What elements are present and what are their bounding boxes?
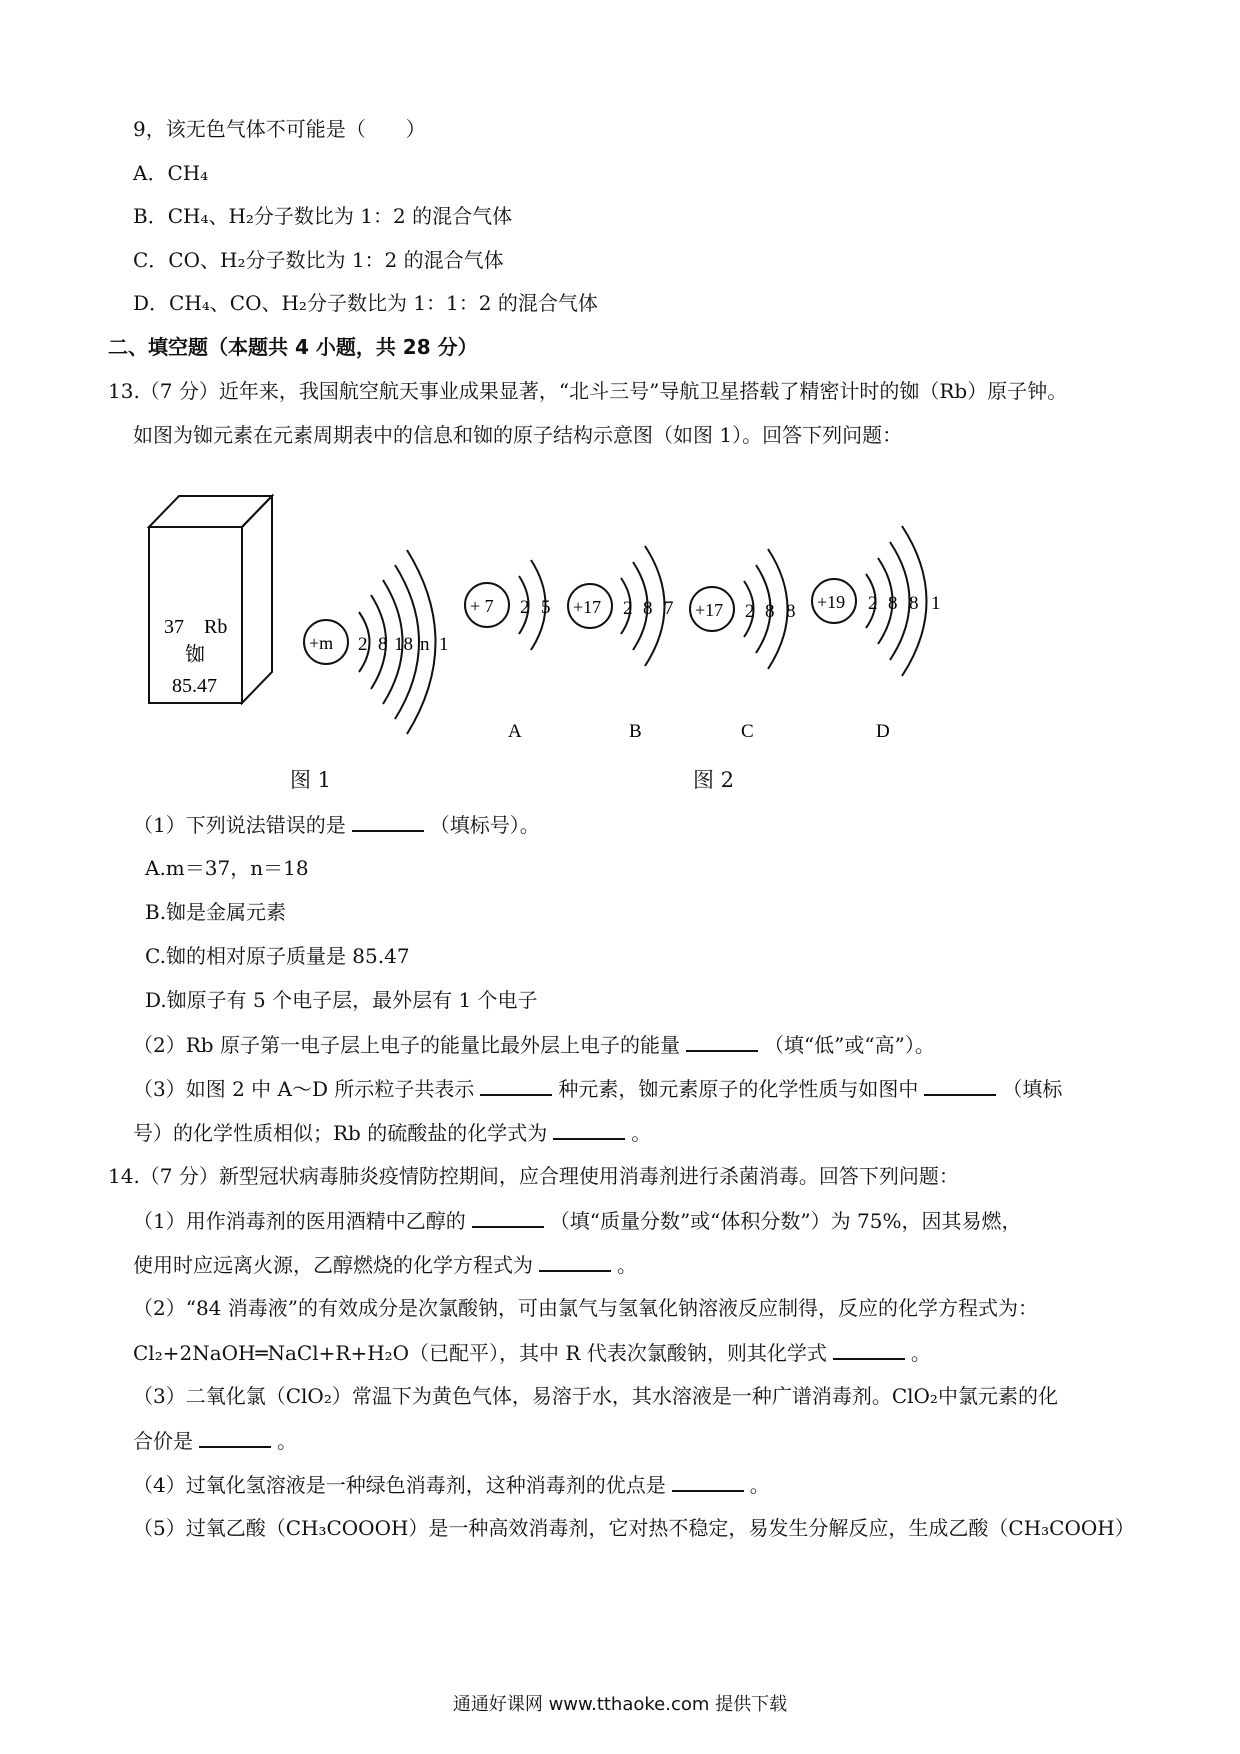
rb-shell-5: 1 [439, 634, 449, 655]
element-mass: 85.47 [172, 675, 217, 697]
figure-2-caption: 图 2 [693, 768, 735, 792]
q9-stem: 9，该无色气体不可能是（ ） [133, 117, 426, 141]
rb-shell-3: 18 [394, 634, 413, 655]
particle-b-charge: +17 [573, 597, 602, 617]
particle-d-shell-3: 8 [909, 593, 919, 614]
answer-blank [199, 1428, 271, 1448]
q13-part3: （3）如图 2 中 A～D 所示粒子共表示 种元素，铷元素原子的化学性质与如图中 （填标 [133, 1077, 1063, 1101]
q13-stem-line2: 如图为铷元素在元素周期表中的信息和铷的原子结构示意图（如图 1）。回答下列问题： [133, 423, 903, 447]
answer-blank [924, 1076, 996, 1096]
particle-a-label: A [508, 721, 522, 742]
answer-blank [352, 812, 424, 832]
q13-part2: （2）Rb 原子第一电子层上电子的能量比最外层上电子的能量 （填“低”或“高”）。 [133, 1033, 935, 1057]
q13-stem-line1: 13.（7 分）近年来，我国航空航天事业成果显著，“北斗三号”导航卫星搭载了精密计时的铷（Rb）原子钟。 [108, 379, 1068, 403]
particle-a-charge: + 7 [470, 596, 494, 616]
particle-d-shell-2: 8 [888, 593, 898, 614]
q9-option-d: D．CH₄、CO、H₂分子数比为 1：1：2 的混合气体 [133, 291, 598, 315]
q14-part5: （5）过氧乙酸（CH₃COOOH）是一种高效消毒剂，它对热不稳定，易发生分解反应，生成乙酸（CH₃COOH） [133, 1516, 1135, 1540]
q14-part4: （4）过氧化氢溶液是一种绿色消毒剂，这种消毒剂的优点是 。 [133, 1473, 770, 1497]
q14-part3: （3）二氧化氯（ClO₂）常温下为黄色气体，易溶于水，其水溶液是一种广谱消毒剂。ClO₂中氯元素的化 [133, 1384, 1058, 1408]
q13-part1: （1）下列说法错误的是 （填标号）。 [133, 813, 540, 837]
atomic-structure-figures [0, 455, 1240, 742]
q13-part3-cont: 号）的化学性质相似；Rb 的硫酸盐的化学式为 。 [133, 1121, 652, 1145]
rb-shell-2: 8 [378, 634, 388, 655]
q9-option-b: B．CH₄、H₂分子数比为 1：2 的混合气体 [133, 204, 513, 228]
particle-a-shell-1: 2 [520, 597, 530, 618]
element-symbol: Rb [204, 616, 228, 638]
rb-shell-1: 2 [358, 634, 368, 655]
q14-stem: 14.（7 分）新型冠状病毒肺炎疫情防控期间，应合理使用消毒剂进行杀菌消毒。回答下列问题： [108, 1164, 959, 1188]
element-name: 铷 [185, 644, 205, 666]
particle-c-charge: +17 [695, 600, 724, 620]
element-number: 37 [164, 616, 184, 638]
particle-d-shell-4: 1 [931, 593, 941, 614]
answer-blank [672, 1472, 744, 1492]
particle-b-shell-2: 8 [643, 598, 653, 619]
answer-blank [833, 1340, 905, 1360]
q13-option-b: B.铷是金属元素 [145, 900, 287, 924]
particle-d-charge: +19 [817, 592, 846, 612]
particle-c-shell-2: 8 [765, 601, 775, 622]
particle-d-shell-1: 2 [868, 593, 878, 614]
q14-part2: （2）“84 消毒液”的有效成分是次氯酸钠，可由氯气与氢氧化钠溶液反应制得，反应的化学方程式为： [133, 1296, 1038, 1320]
answer-blank [472, 1208, 544, 1228]
q14-part3-cont: 合价是 。 [133, 1429, 297, 1453]
q13-option-d: D.铷原子有 5 个电子层，最外层有 1 个电子 [145, 988, 538, 1012]
q9-option-c: C．CO、H₂分子数比为 1：2 的混合气体 [133, 248, 504, 272]
periodic-table-cell [149, 496, 272, 703]
particle-b-label: B [629, 721, 642, 742]
q14-part2-cont: Cl₂+2NaOH═NaCl+R+H₂O（已配平），其中 R 代表次氯酸钠，则其化学式 。 [133, 1341, 931, 1365]
particle-d-label: D [876, 721, 890, 742]
answer-blank [686, 1032, 758, 1052]
particle-c-label: C [741, 721, 754, 742]
answer-blank [539, 1252, 611, 1272]
q13-option-c: C.铷的相对原子质量是 85.47 [145, 944, 410, 968]
particle-b-shell-1: 2 [623, 598, 633, 619]
particle-c-shell-1: 2 [745, 601, 755, 622]
rb-nucleus-charge: +m [309, 633, 334, 653]
answer-blank [480, 1076, 552, 1096]
q9-option-a: A．CH₄ [133, 161, 209, 185]
rb-shell-4: n [420, 634, 430, 655]
figure-1-caption: 图 1 [290, 768, 332, 792]
q13-option-a: A.m＝37，n＝18 [145, 856, 309, 880]
q14-part1-cont: 使用时应远离火源，乙醇燃烧的化学方程式为 。 [133, 1253, 637, 1277]
particle-a-shell-2: 5 [541, 597, 551, 618]
section-heading: 二、填空题（本题共 4 小题，共 28 分） [108, 335, 478, 359]
particle-c-shell-3: 8 [786, 601, 796, 622]
particle-b-shell-3: 7 [664, 598, 674, 619]
answer-blank [553, 1120, 625, 1140]
page-footer: 通通好课网 www.tthaoke.com 提供下载 [452, 1694, 788, 1715]
q14-part1: （1）用作消毒剂的医用酒精中乙醇的 （填“质量分数”或“体积分数”）为 75%，因其易燃， [133, 1209, 1022, 1233]
